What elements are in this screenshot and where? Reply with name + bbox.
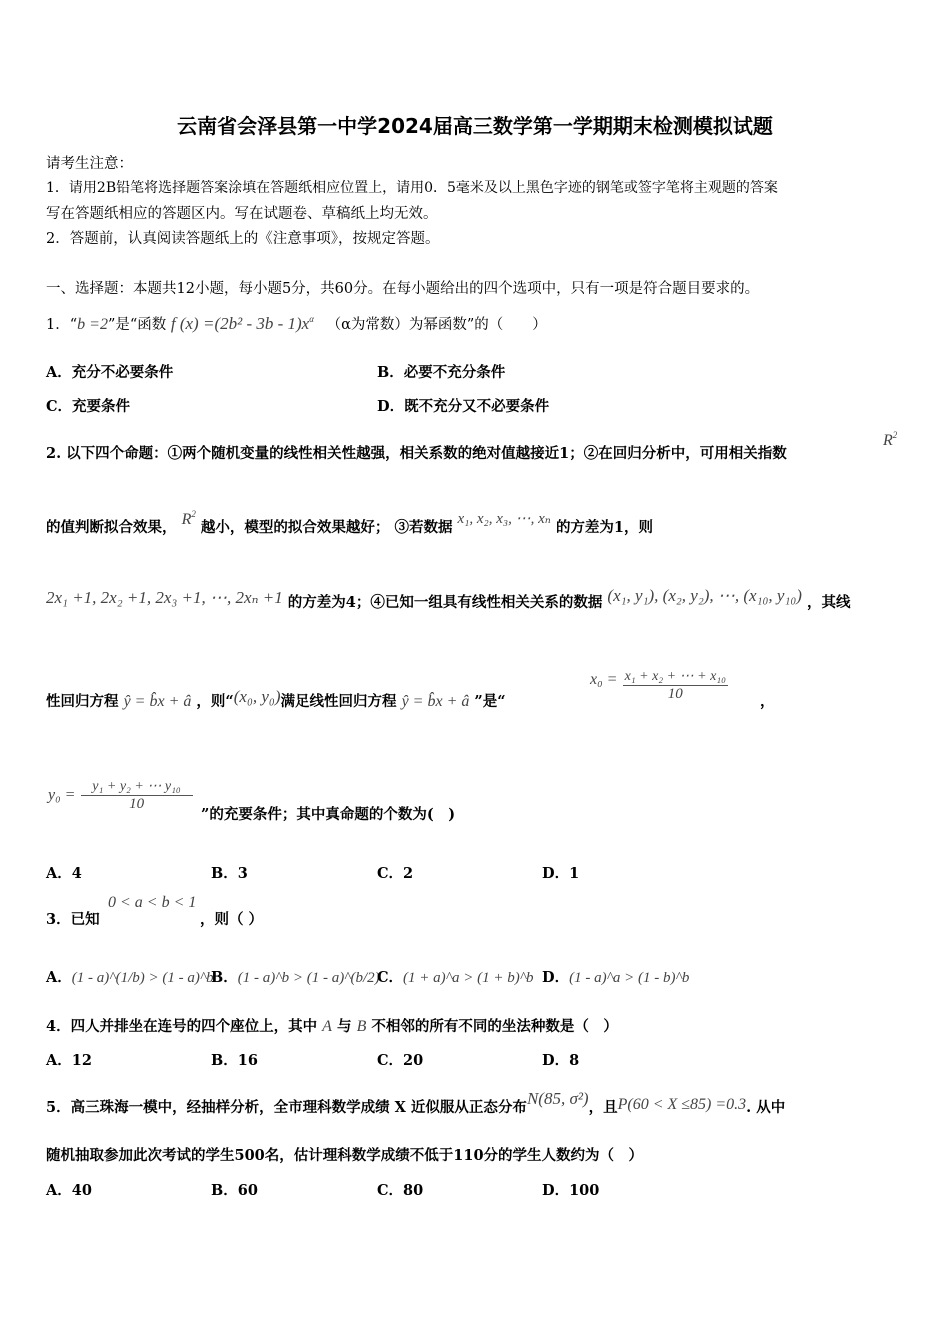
q2-r2-symbol: R bbox=[883, 432, 893, 449]
q5-option-d[interactable]: D．100 bbox=[542, 1182, 600, 1199]
q3-option-d-label: D． bbox=[542, 969, 570, 986]
q5-option-c[interactable]: C．80 bbox=[377, 1182, 424, 1199]
q1-prefix: 1．“ bbox=[46, 317, 78, 333]
q3-option-c-label: C． bbox=[377, 969, 404, 986]
q1-function-exponent: α bbox=[309, 314, 314, 324]
q4-option-a[interactable]: A．12 bbox=[46, 1052, 92, 1069]
q2-line-5: ”的充要条件；其中真命题的个数为( ) bbox=[201, 806, 456, 823]
q3-option-b-label: B． bbox=[211, 969, 238, 986]
question-1 bbox=[46, 313, 547, 334]
q1-option-c[interactable]: C．充要条件 bbox=[46, 398, 131, 415]
q4-text-c: 不相邻的所有不同的坐法种数是（ ） bbox=[371, 1018, 618, 1035]
notice-heading: 请考生注意： bbox=[46, 156, 133, 172]
q3-option-d[interactable] bbox=[542, 966, 689, 987]
q5-option-a[interactable]: A．40 bbox=[46, 1182, 92, 1199]
q2-r2-inline: $R^2$ bbox=[181, 509, 196, 528]
q2-line-3-a: 的方差为4；④已知一组具有线性相关关系的数据 bbox=[287, 594, 603, 611]
section-heading: 一、选择题：本题共12小题，每小题5分，共60分。在每小题给出的四个选项中，只有一项是符合题目要求的。 bbox=[46, 281, 760, 297]
q2-regression-eq-2: ŷ = b̂x + â bbox=[401, 693, 470, 710]
q2-x0-denominator: 10 bbox=[667, 686, 683, 702]
q2-line-2 bbox=[46, 509, 654, 537]
q2-y0-denominator: 10 bbox=[129, 796, 145, 812]
q5-line-2: 随机抽取参加此次考试的学生500名，估计理科数学成绩不低于110分的学生人数约为（ ） bbox=[46, 1147, 644, 1164]
q2-option-c[interactable]: C．2 bbox=[377, 865, 414, 882]
q2-line-4-a: 性回归方程 bbox=[46, 693, 119, 710]
q2-line-2-b: 越小，模型的拟合效果越好； ③若数据 bbox=[200, 519, 453, 536]
q5-line-1-a: 5．高三珠海一模中，经抽样分析，全市理科数学成绩 X 近似服从正态分布 bbox=[46, 1099, 527, 1116]
notice-item-1-line-2: 写在答题纸相应的答题区内。写在试题卷、草稿纸上均无效。 bbox=[46, 206, 438, 222]
q3-option-c-expr: (1 + a)^a > (1 + b)^b bbox=[403, 970, 534, 986]
q2-option-d[interactable]: D．1 bbox=[542, 865, 580, 882]
q3-option-c[interactable] bbox=[377, 966, 534, 987]
q4-option-b[interactable]: B．16 bbox=[211, 1052, 258, 1069]
q1-paren: （α为常数）为幂函数”的（ ） bbox=[326, 317, 547, 333]
q2-line-4-b: ，则“ bbox=[196, 693, 234, 710]
q2-x0-numerator: x₁ + x₂ + ⋯ + x₁₀ bbox=[624, 669, 727, 684]
q5-line-1-b: ，且 bbox=[588, 1099, 618, 1116]
page-title: 云南省会泽县第一中学2024届高三数学第一学期期末检测模拟试题 bbox=[177, 114, 773, 138]
q2-point-x0y0: (x₀, y₀) bbox=[233, 687, 281, 706]
q4-text-b: 与 bbox=[337, 1018, 352, 1035]
q3-option-a-label: A． bbox=[46, 969, 72, 986]
question-4 bbox=[46, 1015, 618, 1036]
q3-condition: 0 < a < b < 1 bbox=[108, 894, 197, 911]
q4-text-a: 4．四人并排坐在连号的四个座位上，其中 bbox=[46, 1018, 318, 1035]
q4-var-a: A bbox=[322, 1018, 332, 1035]
q1-option-d[interactable]: D．既不充分又不必要条件 bbox=[377, 398, 550, 415]
q2-x0-fraction bbox=[623, 668, 728, 703]
q2-line-4-c: 满足线性回归方程 bbox=[280, 693, 397, 710]
q1-mid: ”是“函数 bbox=[107, 317, 167, 333]
q2-line-2-a: 的值判断拟合效果， bbox=[46, 519, 177, 536]
q3-suffix: ，则（ ） bbox=[200, 911, 264, 928]
q3-option-b-expr: (1 - a)^b > (1 - a)^(b/2) bbox=[237, 970, 380, 986]
q2-r2 bbox=[883, 430, 897, 450]
q2-x0-formula bbox=[590, 668, 728, 703]
q2-line-4-d: ”是“ bbox=[474, 693, 506, 710]
q5-line-1 bbox=[46, 1089, 786, 1117]
q1-condition: b =2 bbox=[77, 316, 108, 333]
q2-line-1: 2. 以下四个命题：①两个随机变量的线性相关性越强，相关系数的绝对值越接近1；②在回归分析中，可用相关指数 bbox=[46, 445, 787, 462]
q2-line-3 bbox=[46, 586, 851, 612]
q2-option-a[interactable]: A．4 bbox=[46, 865, 82, 882]
q5-distribution: N(85, σ²) bbox=[526, 1089, 589, 1108]
q2-line-4 bbox=[46, 687, 506, 711]
q5-line-1-c: . 从中 bbox=[746, 1099, 786, 1116]
q2-y0-lhs: y₀ = bbox=[48, 786, 76, 804]
notice-item-2: 2．答题前，认真阅读答题纸上的《注意事项》，按规定答题。 bbox=[46, 231, 440, 247]
q3-option-d-expr: (1 - a)^a > (1 - b)^b bbox=[569, 970, 690, 986]
q1-function: f (x) =(2b² - 3b - 1)x bbox=[170, 314, 310, 333]
q4-var-b: B bbox=[356, 1018, 367, 1035]
q2-regression-eq-1: ŷ = b̂x + â bbox=[123, 693, 192, 710]
q3-option-a-expr: (1 - a)^(1/b) > (1 - a)^b bbox=[71, 970, 214, 986]
q1-option-b[interactable]: B．必要不充分条件 bbox=[377, 364, 506, 381]
q2-line-2-c: 的方差为1，则 bbox=[555, 519, 654, 536]
notice-item-1-line-1: 1．请用2B铅笔将选择题答案涂填在答题纸相应位置上，请用0．5毫米及以上黑色字迹的钢笔或签字笔将主观题的答案 bbox=[46, 180, 778, 196]
q2-r2-exponent: 2 bbox=[892, 430, 898, 440]
q4-option-c[interactable]: C．20 bbox=[377, 1052, 424, 1069]
q2-y0-formula bbox=[48, 778, 193, 813]
q2-comma: ， bbox=[760, 693, 775, 710]
q5-option-b[interactable]: B．60 bbox=[211, 1182, 258, 1199]
q4-option-d[interactable]: D．8 bbox=[542, 1052, 580, 1069]
q3-option-a[interactable] bbox=[46, 966, 214, 987]
q2-y0-fraction bbox=[81, 778, 193, 813]
q2-data-x: x₁, x₂, x₃, ⋯, xₙ bbox=[457, 511, 551, 527]
q2-x0-lhs: x₀ = bbox=[590, 670, 618, 688]
q2-data-2x: 2x₁ +1, 2x₂ +1, 2x₃ +1, ⋯, 2xₙ +1 bbox=[46, 588, 283, 607]
q3-prefix: 3．已知 bbox=[46, 911, 100, 928]
q2-option-b[interactable]: B．3 bbox=[211, 865, 248, 882]
q1-option-a[interactable]: A．充分不必要条件 bbox=[46, 364, 174, 381]
q2-data-points: (x₁, y₁), (x₂, y₂), ⋯, (x₁₀, y₁₀) bbox=[607, 586, 802, 605]
q2-y0-numerator: y₁ + y₂ + ⋯ y₁₀ bbox=[81, 778, 193, 796]
q5-probability: P(60 < X ≤85) =0.3 bbox=[617, 1096, 747, 1113]
q2-line-3-b: ，其线 bbox=[807, 594, 851, 611]
q3-option-b[interactable] bbox=[211, 966, 380, 987]
